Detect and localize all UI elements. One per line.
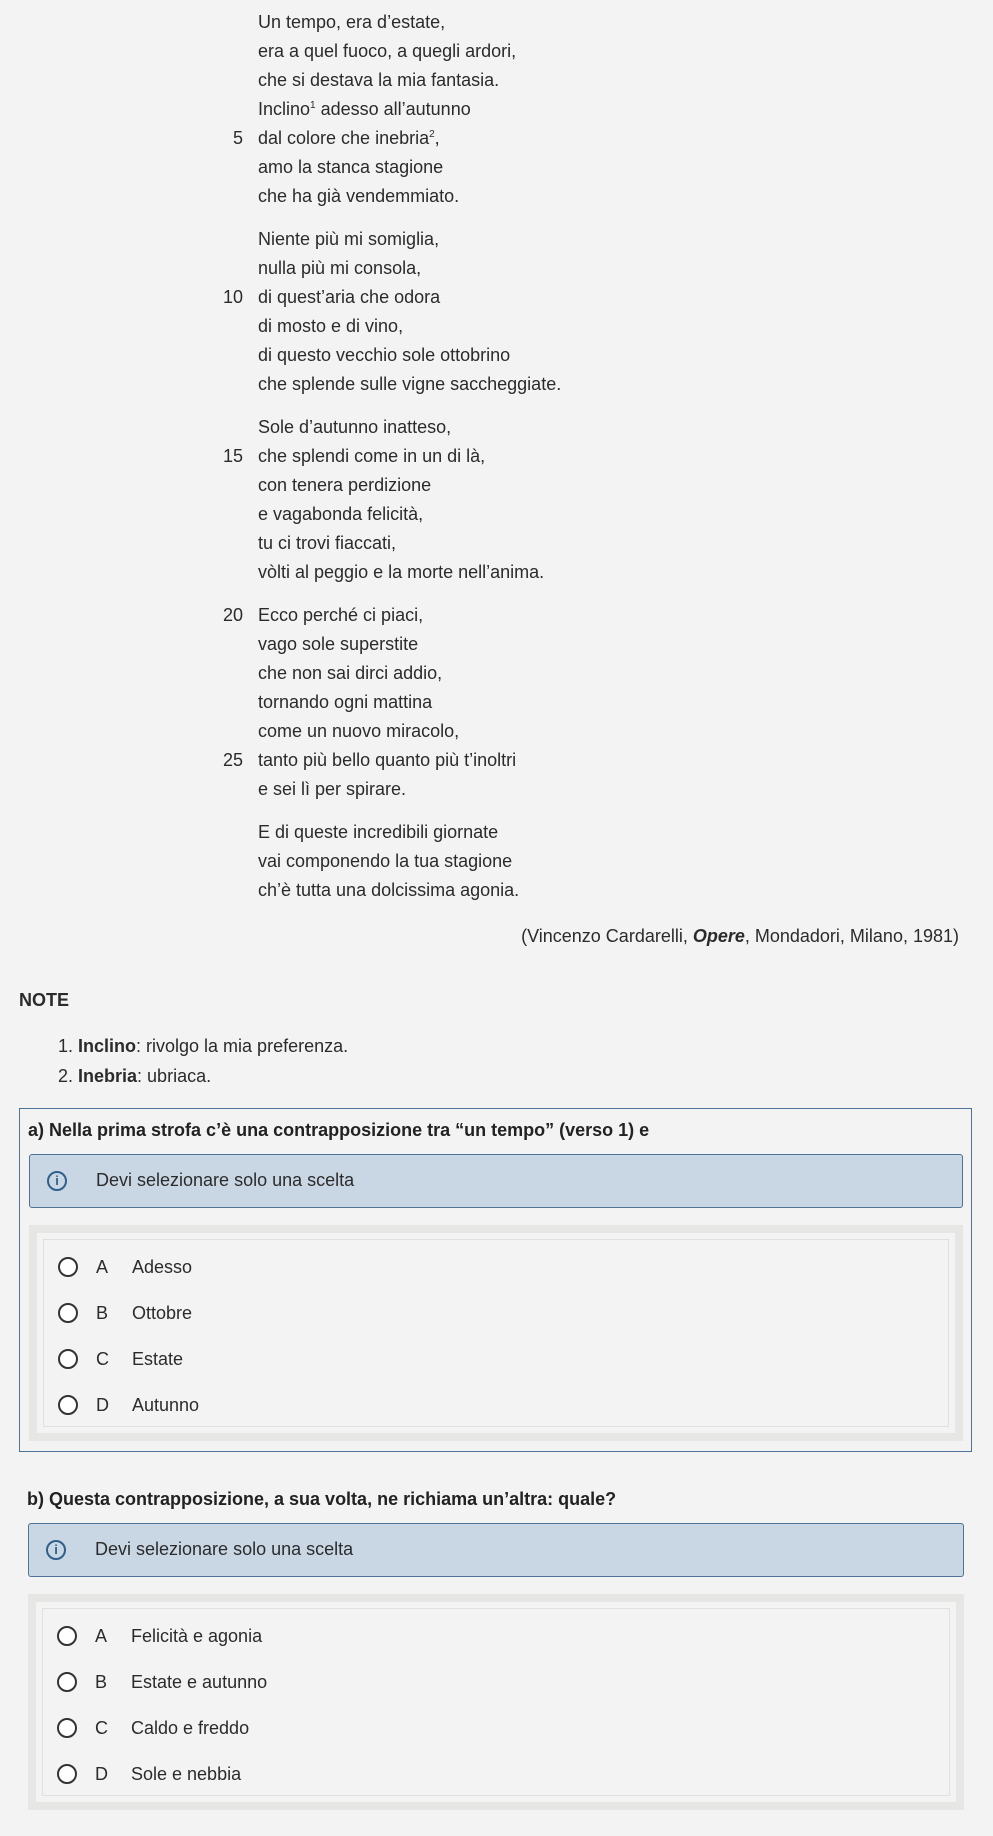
line-number: 25 (222, 750, 243, 770)
verse-part: ch’è tutta una dolcissima agonia. (258, 880, 520, 900)
verse-text (258, 66, 499, 95)
verse-part: Ecco perché ci piaci, (258, 605, 424, 625)
verse-line (0, 413, 993, 442)
verse-part: di questo vecchio sole ottobrino (258, 345, 511, 365)
verse-line (0, 182, 993, 211)
verse-text (258, 471, 431, 500)
option-label: Autunno (132, 1395, 200, 1415)
note-number: 2. (58, 1066, 79, 1086)
stanza (0, 601, 993, 804)
verse-part: e vagabonda felicità, (258, 504, 424, 524)
verse-text (258, 775, 406, 804)
options-list (43, 1239, 949, 1427)
verse-part: con tenera perdizione (258, 475, 432, 495)
footnote-ref[interactable]: 2 (429, 129, 435, 140)
verse-line (0, 312, 993, 341)
verse-part: tu ci trovi fiaccati, (258, 533, 397, 553)
stanza (0, 413, 993, 587)
verse-part: dal colore che inebria (258, 128, 430, 148)
note-number: 1. (58, 1036, 79, 1056)
verse-text (258, 717, 459, 746)
option-label: Felicità e agonia (131, 1626, 263, 1646)
attribution (521, 926, 959, 947)
verse-text (258, 341, 510, 370)
verse-line (0, 818, 993, 847)
attribution-work: Opere (692, 926, 745, 946)
option-d[interactable] (43, 1759, 949, 1789)
verse-text (258, 182, 459, 211)
option-d[interactable] (44, 1390, 948, 1420)
option-label: Caldo e freddo (131, 1718, 250, 1738)
option-letter: D (96, 1395, 109, 1415)
option-letter: C (95, 1718, 108, 1738)
verse-part: vago sole superstite (258, 634, 419, 654)
verse-part: che si destava la mia fantasia. (258, 70, 500, 90)
verse-text (258, 688, 432, 717)
verse-line (0, 95, 993, 124)
verse-line (0, 37, 993, 66)
radio-button[interactable] (58, 1257, 78, 1277)
verse-part: era a quel fuoco, a quegli ardori, (258, 41, 517, 61)
verse-line (0, 442, 993, 471)
verse-text (258, 312, 403, 341)
radio-button[interactable] (57, 1626, 77, 1646)
option-letter: B (95, 1672, 108, 1692)
verse-part: Niente più mi somiglia, (258, 229, 440, 249)
verse-part: che splende sulle vigne saccheggiate. (258, 374, 562, 394)
verse-text (258, 442, 485, 471)
line-number: 20 (222, 605, 243, 625)
option-label: Adesso (132, 1257, 193, 1277)
option-b[interactable] (44, 1298, 948, 1328)
option-letter: D (95, 1764, 108, 1784)
note-definition: : rivolgo la mia preferenza. (136, 1036, 349, 1056)
verse-line (0, 775, 993, 804)
note-definition: : ubriaca. (137, 1066, 212, 1086)
verse-text (258, 500, 423, 529)
question-title: b) Questa contrapposizione, a sua volta, ne richiama un’altra: quale? (27, 1489, 617, 1509)
verse-text (258, 413, 451, 442)
verse-text (258, 630, 418, 659)
info-text: Devi selezionare solo una scelta (96, 1170, 355, 1190)
radio-button[interactable] (57, 1718, 77, 1738)
verse-line (0, 8, 993, 37)
poem (0, 8, 993, 919)
verse-line (0, 471, 993, 500)
verse-text (258, 876, 519, 905)
verse-text (258, 818, 498, 847)
verse-part: vòlti al peggio e la morte nell’anima. (258, 562, 545, 582)
verse-line (0, 529, 993, 558)
attribution-author: (Vincenzo Cardarelli, (521, 926, 693, 946)
info-icon: i (47, 1171, 67, 1191)
verse-text (258, 153, 443, 182)
verse-part: che non sai dirci addio, (258, 663, 443, 683)
note-item (58, 1061, 348, 1091)
verse-text (258, 746, 516, 775)
verse-line (0, 283, 993, 312)
verse-part: E di queste incredibili giornate (258, 822, 499, 842)
verse-text (258, 95, 471, 124)
note-item (58, 1031, 348, 1061)
radio-button[interactable] (57, 1672, 77, 1692)
verse-part: Inclino (258, 99, 311, 119)
option-letter: A (96, 1257, 109, 1277)
option-label: Estate e autunno (131, 1672, 268, 1692)
verse-part: di quest’aria che odora (258, 287, 441, 307)
verse-line (0, 341, 993, 370)
verse-part: tornando ogni mattina (258, 692, 433, 712)
verse-line (0, 153, 993, 182)
info-text: Devi selezionare solo una scelta (95, 1539, 354, 1559)
question-b (19, 1478, 972, 1818)
verse-text (258, 37, 516, 66)
verse-part: nulla più mi consola, (258, 258, 422, 278)
verse-line (0, 66, 993, 95)
note-term: Inclino (78, 1036, 137, 1056)
verse-line (0, 876, 993, 905)
radio-button[interactable] (58, 1395, 78, 1415)
radio-button[interactable] (58, 1303, 78, 1323)
options-group (29, 1225, 963, 1441)
stanza (0, 818, 993, 905)
verse-part: di mosto e di vino, (258, 316, 404, 336)
line-number: 15 (222, 446, 243, 466)
options-group (28, 1594, 964, 1810)
radio-button[interactable] (57, 1764, 77, 1784)
verse-part: amo la stanca stagione (258, 157, 444, 177)
option-label: Estate (132, 1349, 184, 1369)
verse-text (258, 601, 423, 630)
verse-part: , (434, 128, 440, 148)
verse-part: che splendi come in un di là, (258, 446, 486, 466)
verse-text (258, 847, 512, 876)
notes-list (58, 1031, 348, 1091)
verse-part: Un tempo, era d’estate, (258, 12, 446, 32)
verse-line (0, 558, 993, 587)
stanza (0, 225, 993, 399)
verse-part: adesso all’autunno (315, 99, 471, 119)
question-title: a) Nella prima strofa c’è una contrapposizione tra “un tempo” (verso 1) e (28, 1120, 650, 1140)
option-letter: C (96, 1349, 109, 1369)
verse-text (258, 529, 396, 558)
option-label: Sole e nebbia (131, 1764, 242, 1784)
radio-button[interactable] (58, 1349, 78, 1369)
verse-text (258, 124, 440, 153)
verse-part: Sole d’autunno inatteso, (258, 417, 452, 437)
verse-line (0, 254, 993, 283)
verse-text (258, 8, 445, 37)
option-letter: A (95, 1626, 108, 1646)
question-a (19, 1108, 972, 1452)
info-banner (29, 1154, 963, 1208)
verse-line (0, 847, 993, 876)
option-label: Ottobre (132, 1303, 193, 1323)
info-banner (28, 1523, 964, 1577)
option-c[interactable] (44, 1344, 948, 1374)
info-icon: i (46, 1540, 66, 1560)
footnote-ref[interactable]: 1 (310, 100, 316, 111)
verse-part: vai componendo la tua stagione (258, 851, 513, 871)
verse-line (0, 688, 993, 717)
verse-text (258, 283, 440, 312)
stanza (0, 8, 993, 211)
option-b[interactable] (43, 1667, 949, 1697)
verse-text (258, 370, 561, 399)
verse-line (0, 124, 993, 153)
verse-line (0, 225, 993, 254)
verse-text (258, 225, 439, 254)
verse-line (0, 630, 993, 659)
verse-line (0, 601, 993, 630)
options-list (42, 1608, 950, 1796)
option-a[interactable] (43, 1621, 949, 1651)
note-term: Inebria (78, 1066, 138, 1086)
verse-part: che ha già vendemmiato. (258, 186, 460, 206)
option-a[interactable] (44, 1252, 948, 1282)
line-number: 10 (222, 287, 243, 307)
option-letter: B (96, 1303, 109, 1323)
verse-line (0, 500, 993, 529)
line-number: 5 (232, 128, 243, 148)
verse-part: e sei lì per spirare. (258, 779, 407, 799)
verse-line (0, 717, 993, 746)
verse-part: tanto più bello quanto più t’inoltri (258, 750, 517, 770)
verse-line (0, 370, 993, 399)
verse-text (258, 558, 544, 587)
verse-line (0, 746, 993, 775)
verse-text (258, 659, 442, 688)
option-c[interactable] (43, 1713, 949, 1743)
verse-text (258, 254, 421, 283)
notes-title: NOTE (19, 990, 70, 1010)
verse-line (0, 659, 993, 688)
verse-part: come un nuovo miracolo, (258, 721, 460, 741)
attribution-publisher: , Mondadori, Milano, 1981) (744, 926, 959, 946)
